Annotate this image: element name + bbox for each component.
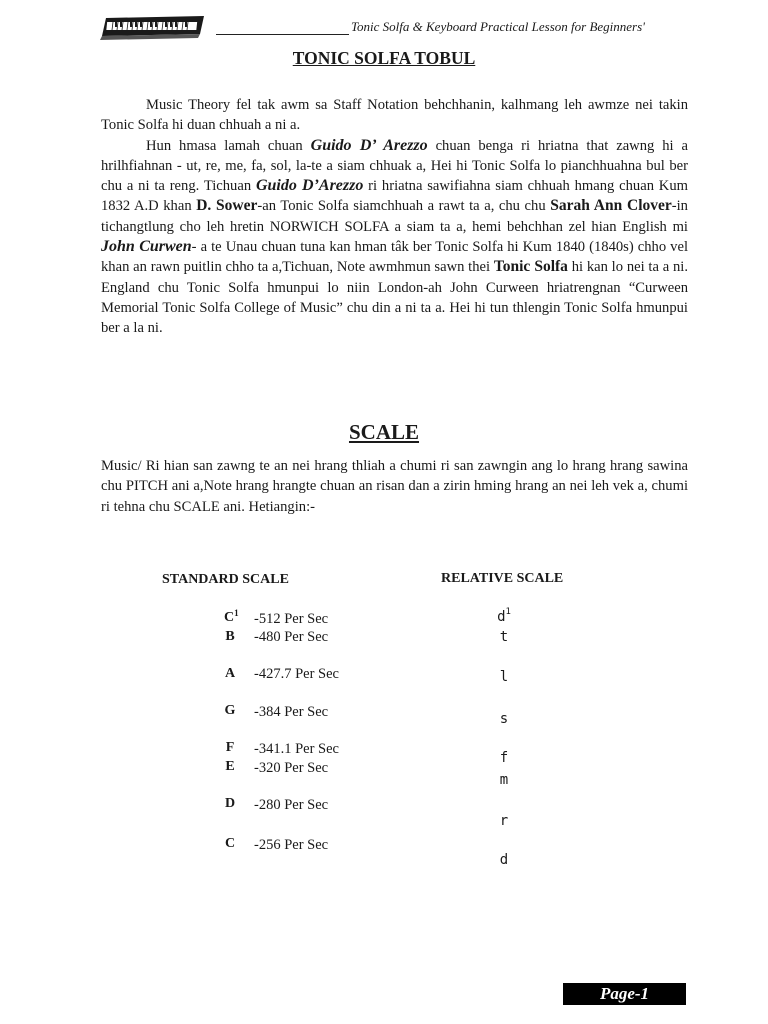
note-d: D <box>224 796 236 811</box>
text-span: Hun hmasa lamah chuan <box>146 137 311 154</box>
paragraph-1: Music Theory fel tak awm sa Staff Notation behchhanin, kalhmang leh awmze nei takin Tonic Solfa hi duan chhuah a ni a. <box>101 97 688 134</box>
solfa-l: l <box>499 669 509 685</box>
solfa-d-high <box>497 609 511 625</box>
section-title-scale: SCALE <box>348 420 420 444</box>
standard-scale-heading: STANDARD SCALE <box>162 572 289 587</box>
note-a: A <box>224 666 236 681</box>
keyboard-logo-icon <box>100 14 208 40</box>
solfa-d: d <box>499 852 509 868</box>
freq-d: -280 Per Sec <box>254 797 329 813</box>
solfa-r: r <box>499 813 509 829</box>
solfa-letter: d <box>497 609 506 625</box>
freq-a: -427.7 Per Sec <box>254 666 339 682</box>
text-span: -in tichangtlung cho leh hretin NORWICH SOLFA a siam ta a, hemi behchhan zel hian English mi <box>101 198 688 235</box>
name-guido: Guido D’ Arezzo <box>310 136 428 154</box>
name-guido: Guido D’Arezzo <box>255 177 364 195</box>
freq-e: -320 Per Sec <box>254 760 329 776</box>
term-tonic-solfa: Tonic Solfa <box>493 258 568 276</box>
text-span: - a te Unau chuan tuna kan hman tâk ber Tonic Solfa hi Kum 1840 (1840s) chho vel khan an rawn puitlin chho ta a,Tichuan, Note awmhmun sawn thei <box>101 239 688 276</box>
freq-b: -480 Per Sec <box>254 629 329 645</box>
solfa-s: s <box>499 711 509 727</box>
text-span: ri hriatna sawifiahna siam chhuah hmang chuan Kum 1832 A.D khan <box>101 178 688 215</box>
solfa-m: m <box>499 772 509 788</box>
section-title-tonic-solfa: TONIC SOLFA TOBUL <box>292 48 476 68</box>
text-span: hi kan lo nei ta a ni. England chu Tonic Solfa hmunpui lo niin London-ah John Curween hriatrengnan “Curween Memorial Tonic Solfa College of Music” chu din a ni ta a. Hei hi tun thlengin Tonic Solfa hmunpui ber a la ni. <box>101 259 689 337</box>
note-b: B <box>225 629 235 644</box>
note-c: C <box>224 836 236 851</box>
note-e: E <box>225 759 235 774</box>
note-f: F <box>225 740 235 755</box>
solfa-f: f <box>499 750 509 766</box>
intro-text <box>101 95 688 339</box>
text-span: chuan benga ri hriatna that zawng hi a hrilhfiahnan - ut, re, me, fa, sol, la-te a siam chhuak a, Hei hi Tonic Solfa lo pianchhuahna bul ber chu a ni ta reng. Tichuan <box>101 137 688 195</box>
solfa-t: t <box>499 629 509 645</box>
name-sower: D. Sower <box>196 197 258 215</box>
freq-f: -341.1 Per Sec <box>254 741 339 757</box>
name-sarah-ann-clover: Sarah Ann Clover <box>550 197 672 215</box>
running-header: Tonic Solfa & Keyboard Practical Lesson for Beginners' <box>351 19 645 34</box>
relative-scale-heading: RELATIVE SCALE <box>441 571 564 586</box>
paragraph-2 <box>101 136 688 339</box>
note-letter: C <box>224 610 235 625</box>
octave-mark: 1 <box>234 608 239 618</box>
freq-c-high: -512 Per Sec <box>254 611 329 627</box>
note-c-high <box>224 608 239 626</box>
scale-description: Music/ Ri hian san zawng te an nei hrang thliah a chumi ri san zawngin ang lo hrang hrang sawina chu PITCH ani a,Note hrang hrangte chuan an risan dan a zirin hming hrang an nei leh vek a, chumi ri tehna chu SCALE ani. Hetiangin:- <box>101 458 688 515</box>
freq-c: -256 Per Sec <box>254 837 329 853</box>
octave-mark: 1 <box>505 607 511 617</box>
name-john-curwen: John Curwen <box>101 238 192 256</box>
text-span: -an Tonic Solfa siamchhuah a rawt ta a, chu chu <box>257 198 551 215</box>
header-rule <box>216 34 349 35</box>
freq-g: -384 Per Sec <box>254 704 329 720</box>
page-number: Page-1 <box>599 984 650 1003</box>
note-g: G <box>224 703 236 718</box>
page-number-box <box>563 983 686 1005</box>
